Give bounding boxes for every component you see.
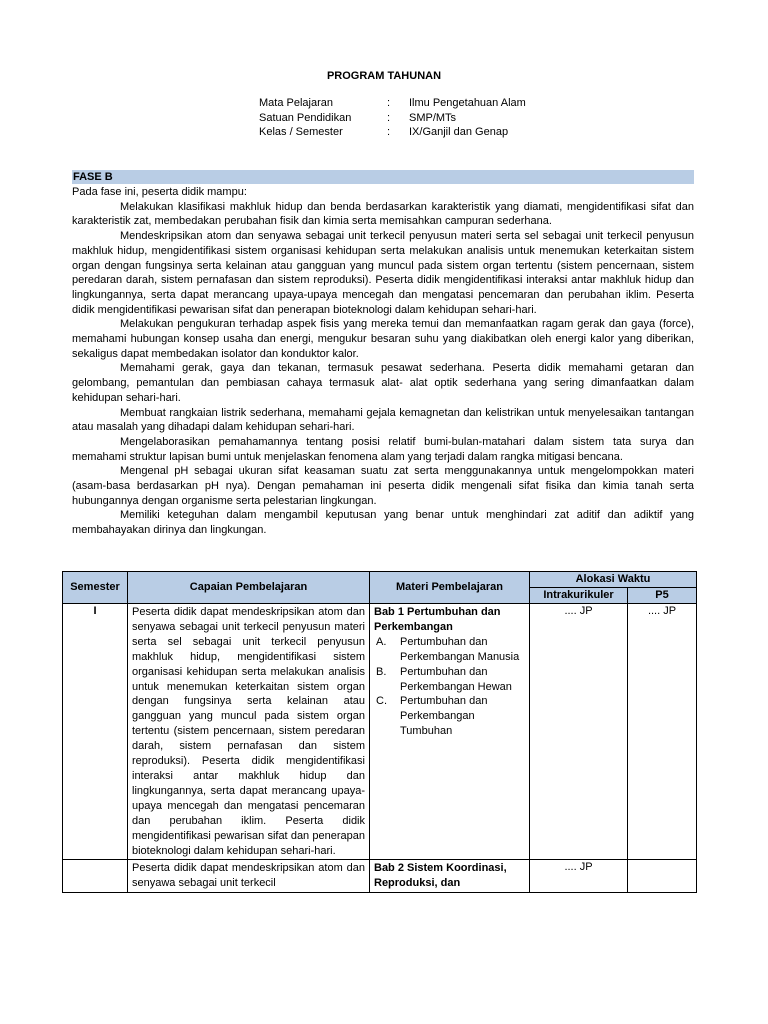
meta-separator: : — [387, 111, 391, 124]
header-intrakurikuler: Intrakurikuler — [530, 588, 628, 604]
cell-intrakurikuler: .... JP — [530, 604, 628, 860]
meta-label: Satuan Pendidikan — [259, 111, 352, 124]
meta-value: IX/Ganjil dan Genap — [409, 126, 509, 138]
subitem-text: Pertumbuhan dan Perkembangan Hewan — [400, 665, 512, 693]
subitem-text: Pertumbuhan dan Perkembangan Tumbuhan — [400, 695, 488, 738]
meta-row — [259, 125, 526, 140]
meta-block — [259, 96, 526, 140]
paragraph: Mengenal pH sebagai ukuran sifat keasaman suatu zat serta menggunakannya untuk mengelompokkan materi (asam-basa berdasarkan pH nya). Dengan pemahaman ini peserta didik mengenali sifat fisika dan kimia tanah serta hubungannya dengan organisme serta pelestarian lingkungan. — [72, 465, 694, 507]
materi-subitem — [374, 635, 525, 665]
table-header-row — [63, 572, 697, 588]
bab-title: Bab 1 Pertumbuhan dan Perkembangan — [374, 606, 501, 633]
header-materi: Materi Pembelajaran — [370, 572, 530, 604]
paragraph: Membuat rangkaian listrik sederhana, memahami gejala kemagnetan dan kelistrikan untuk menyelesaikan tantangan atau masalah yang dihadapi dalam kehidupan sehari-hari. — [72, 406, 694, 434]
header-semester: Semester — [63, 572, 128, 604]
fase-description — [72, 185, 694, 538]
paragraph: Melakukan pengukuran terhadap aspek fisis yang mereka temui dan memanfaatkan ragam gerak dan gaya (force), memahami hubungan konsep usaha dan energi, mengukur besaran suhu yang diakibatkan oleh energi kalor yang diberikan, sekaligus dapat membedakan isolator dan konduktor kalor. — [72, 318, 694, 360]
header-alokasi: Alokasi Waktu — [530, 572, 697, 588]
table-row — [63, 860, 697, 893]
paragraph: Memahami gerak, gaya dan tekanan, termasuk pesawat sederhana. Peserta didik memahami getaran dan gelombang, pemantulan dan pembiasan cahaya termasuk alat- alat optik sederhana yang sering dimanfaatkan dalam kehidupan sehari-hari. — [72, 362, 694, 404]
cell-materi — [370, 860, 530, 893]
paragraph: Memiliki keteguhan dalam mengambil keputusan yang benar untuk menghindari zat aditif dan adiktif yang membahayakan dirinya dan lingkungan. — [72, 509, 694, 537]
cell-capaian: Peserta didik dapat mendeskripsikan atom dan senyawa sebagai unit terkecil penyusun materi serta sel sebagai unit terkecil penyusun makhluk hidup, mengidentifikasi sistem organisasi kehidupan serta melakukan analisis untuk menemukan keterkaitan sistem organ dengan fungsinya serta kelainan atau gangguan yang muncul pada sistem organ tertentu (sistem pencernaan, sistem peredaran darah, sistem pernafasan dan sistem reproduksi). Peserta didik mengidentifikasi interaksi antar makhluk hidup dan lingkungannya, serta dapat merancang upaya-upaya mencegah dan mengatasi pencemaran dan perubahan iklim. Peserta didik mengidentifikasi pewarisan sifat dan penerapan bioteknologi dalam kehidupan sehari-hari. — [128, 604, 370, 860]
cell-capaian: Peserta didik dapat mendeskripsikan atom dan senyawa sebagai unit terkecil — [128, 860, 370, 893]
subitem-text: Pertumbuhan dan Perkembangan Manusia — [400, 635, 520, 663]
subitem-letter: B. — [376, 665, 387, 678]
cell-semester: I — [63, 604, 128, 860]
cell-p5: .... JP — [628, 604, 697, 860]
meta-row — [259, 111, 526, 126]
meta-separator: : — [387, 97, 391, 109]
intro-text: Pada fase ini, peserta didik mampu: — [72, 186, 247, 198]
meta-label: Mata Pelajaran — [259, 97, 333, 109]
paragraph: Melakukan klasifikasi makhluk hidup dan benda berdasarkan karakteristik yang diamati, mengidentifikasi sifat dan karakteristik zat, membedakan perubahan fisik dan kimia serta memisahkan campuran sederhana. — [72, 200, 694, 228]
materi-subitem — [374, 665, 525, 695]
paragraph: Mendeskripsikan atom dan senyawa sebagai unit terkecil penyusun materi serta sel sebagai unit terkecil penyusun makhluk hidup, mengidentifikasi sistem organisasi kehidupan serta melakukan analisis untuk menemukan keterkaitan sistem organ dengan fungsinya serta kelainan atau gangguan yang muncul pada sistem organ tertentu (sistem pencernaan, sistem peredaran darah, sistem pernafasan dan sistem reproduksi). Peserta didik mengidentifikasi interaksi antar makhluk hidup dan lingkungannya, serta dapat merancang upaya-upaya mencegah dan mengatasi pencemaran dan perubahan iklim. Peserta didik mengidentifikasi pewarisan sifat dan penerapan bioteknologi dalam kehidupan sehari-hari. — [72, 230, 694, 316]
table-row — [63, 604, 697, 860]
meta-row — [259, 96, 526, 111]
header-p5: P5 — [628, 588, 697, 604]
cell-intrakurikuler: .... JP — [530, 860, 628, 893]
cell-p5 — [628, 860, 697, 893]
fase-heading: FASE B — [72, 170, 694, 184]
header-capaian: Capaian Pembelajaran — [128, 572, 370, 604]
cell-materi — [370, 604, 530, 860]
meta-value: SMP/MTs — [409, 111, 457, 124]
meta-label: Kelas / Semester — [259, 126, 343, 138]
subitem-letter: C. — [376, 695, 387, 708]
materi-subitem — [374, 694, 525, 739]
page-title: PROGRAM TAHUNAN — [326, 70, 442, 82]
meta-value: Ilmu Pengetahuan Alam — [409, 97, 526, 109]
bab-title: Bab 2 Sistem Koordinasi, Reproduksi, dan — [374, 862, 507, 890]
paragraph: Mengelaborasikan pemahamannya tentang posisi relatif bumi-bulan-matahari dalam sistem tata surya dan memahami struktur lapisan bumi untuk menjelaskan fenomena alam yang terjadi dalam rangka mitigasi bencana. — [72, 435, 694, 463]
program-table — [62, 571, 697, 893]
meta-separator: : — [387, 126, 391, 138]
subitem-letter: A. — [376, 635, 387, 648]
cell-semester — [63, 860, 128, 893]
